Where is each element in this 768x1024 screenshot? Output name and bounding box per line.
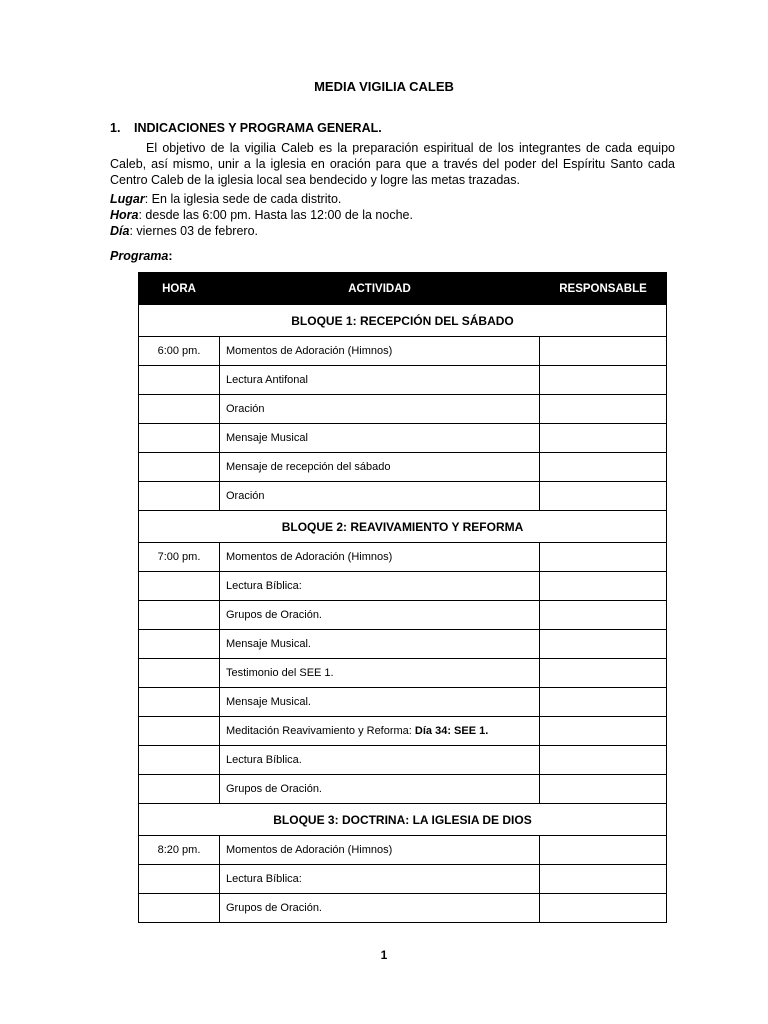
table-row xyxy=(139,659,667,688)
actividad-text: Grupos de Oración. xyxy=(226,902,322,914)
cell-responsable xyxy=(540,482,667,511)
cell-actividad xyxy=(220,746,540,775)
cell-actividad xyxy=(220,366,540,395)
actividad-text: Lectura Antifonal xyxy=(226,374,308,386)
section-title: INDICACIONES Y PROGRAMA GENERAL. xyxy=(134,121,382,135)
cell-actividad xyxy=(220,601,540,630)
cell-actividad xyxy=(220,572,540,601)
actividad-text: Grupos de Oración. xyxy=(226,609,322,621)
cell-responsable xyxy=(540,572,667,601)
cell-hora xyxy=(139,775,220,804)
cell-actividad xyxy=(220,543,540,572)
actividad-text: Grupos de Oración. xyxy=(226,783,322,795)
cell-responsable xyxy=(540,424,667,453)
block-heading-row xyxy=(139,305,667,337)
cell-hora xyxy=(139,572,220,601)
cell-hora: 6:00 pm. xyxy=(139,337,220,366)
actividad-text: Oración xyxy=(226,490,265,502)
table-row xyxy=(139,453,667,482)
dia-line xyxy=(110,224,258,238)
block-heading: BLOQUE 1: RECEPCIÓN DEL SÁBADO xyxy=(139,305,667,337)
cell-actividad xyxy=(220,659,540,688)
hora-value: : desde las 6:00 pm. Hasta las 12:00 de la noche. xyxy=(138,208,413,222)
lugar-label: Lugar xyxy=(110,192,145,206)
actividad-text: Mensaje Musical. xyxy=(226,696,311,708)
table-header-row xyxy=(139,273,667,305)
cell-responsable xyxy=(540,601,667,630)
actividad-bold-text: Día 34: SEE 1. xyxy=(414,725,489,737)
cell-hora xyxy=(139,630,220,659)
cell-responsable xyxy=(540,775,667,804)
table-row xyxy=(139,865,667,894)
table-row xyxy=(139,746,667,775)
block-heading: BLOQUE 2: REAVIVAMIENTO Y REFORMA xyxy=(139,511,667,543)
cell-responsable xyxy=(540,836,667,865)
header-responsable: RESPONSABLE xyxy=(540,273,667,305)
cell-hora xyxy=(139,482,220,511)
cell-hora xyxy=(139,746,220,775)
cell-actividad xyxy=(220,453,540,482)
cell-hora xyxy=(139,688,220,717)
lugar-line xyxy=(110,192,341,206)
cell-hora xyxy=(139,424,220,453)
cell-hora xyxy=(139,865,220,894)
cell-hora xyxy=(139,601,220,630)
hora-label: Hora xyxy=(110,208,139,222)
cell-actividad xyxy=(220,424,540,453)
actividad-text: Momentos de Adoración (Himnos) xyxy=(226,551,393,563)
cell-hora xyxy=(139,717,220,746)
program-label-text: Programa xyxy=(110,249,169,263)
table-row xyxy=(139,572,667,601)
hora-line xyxy=(110,208,413,222)
table-row xyxy=(139,630,667,659)
program-table xyxy=(138,272,667,923)
dia-value: : viernes 03 de febrero. xyxy=(129,224,258,238)
cell-actividad xyxy=(220,717,540,746)
table-row xyxy=(139,775,667,804)
actividad-text: Meditación Reavivamiento y Reforma: xyxy=(226,725,415,737)
actividad-text: Mensaje de recepción del sábado xyxy=(226,461,391,473)
document-title: MEDIA VIGILIA CALEB xyxy=(314,79,454,94)
cell-actividad xyxy=(220,688,540,717)
cell-responsable xyxy=(540,659,667,688)
cell-hora xyxy=(139,453,220,482)
cell-actividad xyxy=(220,482,540,511)
cell-hora: 7:00 pm. xyxy=(139,543,220,572)
table-row xyxy=(139,543,667,572)
cell-actividad xyxy=(220,775,540,804)
dia-label: Día xyxy=(110,224,130,238)
cell-actividad xyxy=(220,894,540,923)
table-row xyxy=(139,717,667,746)
cell-hora xyxy=(139,894,220,923)
cell-responsable xyxy=(540,543,667,572)
header-actividad: ACTIVIDAD xyxy=(220,273,540,305)
table-row xyxy=(139,337,667,366)
block-heading: BLOQUE 3: DOCTRINA: LA IGLESIA DE DIOS xyxy=(139,804,667,836)
intro-paragraph: El objetivo de la vigilia Caleb es la preparación espiritual de los integrantes de cada equipo Caleb, así mismo, unir a la iglesia en oración para que a través del poder del Espíritu Santo cada Centro Caleb de la iglesia local sea bendecido y logre las metas trazadas. xyxy=(110,141,675,187)
program-table-body xyxy=(139,305,667,923)
table-row xyxy=(139,482,667,511)
header-hora: HORA xyxy=(139,273,220,305)
table-row xyxy=(139,836,667,865)
cell-actividad xyxy=(220,865,540,894)
cell-responsable xyxy=(540,865,667,894)
cell-responsable xyxy=(540,366,667,395)
actividad-text: Lectura Bíblica. xyxy=(226,754,302,766)
cell-responsable xyxy=(540,717,667,746)
actividad-text: Momentos de Adoración (Himnos) xyxy=(226,844,393,856)
cell-hora: 8:20 pm. xyxy=(139,836,220,865)
cell-responsable xyxy=(540,453,667,482)
cell-responsable xyxy=(540,746,667,775)
cell-hora xyxy=(139,659,220,688)
cell-hora xyxy=(139,366,220,395)
actividad-text: Lectura Bíblica: xyxy=(226,580,302,592)
lugar-value: : En la iglesia sede de cada distrito. xyxy=(144,192,342,206)
cell-actividad xyxy=(220,395,540,424)
cell-hora xyxy=(139,395,220,424)
block-heading-row xyxy=(139,511,667,543)
cell-responsable xyxy=(540,630,667,659)
page-number: 1 xyxy=(380,948,388,962)
actividad-text: Mensaje Musical xyxy=(226,432,308,444)
cell-responsable xyxy=(540,894,667,923)
program-label-colon: : xyxy=(168,249,173,263)
actividad-text: Momentos de Adoración (Himnos) xyxy=(226,345,393,357)
table-row xyxy=(139,688,667,717)
actividad-text: Mensaje Musical. xyxy=(226,638,311,650)
table-row xyxy=(139,601,667,630)
table-row xyxy=(139,395,667,424)
actividad-text: Testimonio del SEE 1. xyxy=(226,667,334,679)
actividad-text: Oración xyxy=(226,403,265,415)
cell-actividad xyxy=(220,836,540,865)
cell-responsable xyxy=(540,395,667,424)
section-heading xyxy=(110,121,382,135)
program-label xyxy=(110,249,173,263)
cell-actividad xyxy=(220,337,540,366)
actividad-text: Lectura Bíblica: xyxy=(226,873,302,885)
cell-actividad xyxy=(220,630,540,659)
cell-responsable xyxy=(540,688,667,717)
table-row xyxy=(139,894,667,923)
table-row xyxy=(139,424,667,453)
cell-responsable xyxy=(540,337,667,366)
block-heading-row xyxy=(139,804,667,836)
section-number: 1. xyxy=(110,121,121,135)
table-row xyxy=(139,366,667,395)
